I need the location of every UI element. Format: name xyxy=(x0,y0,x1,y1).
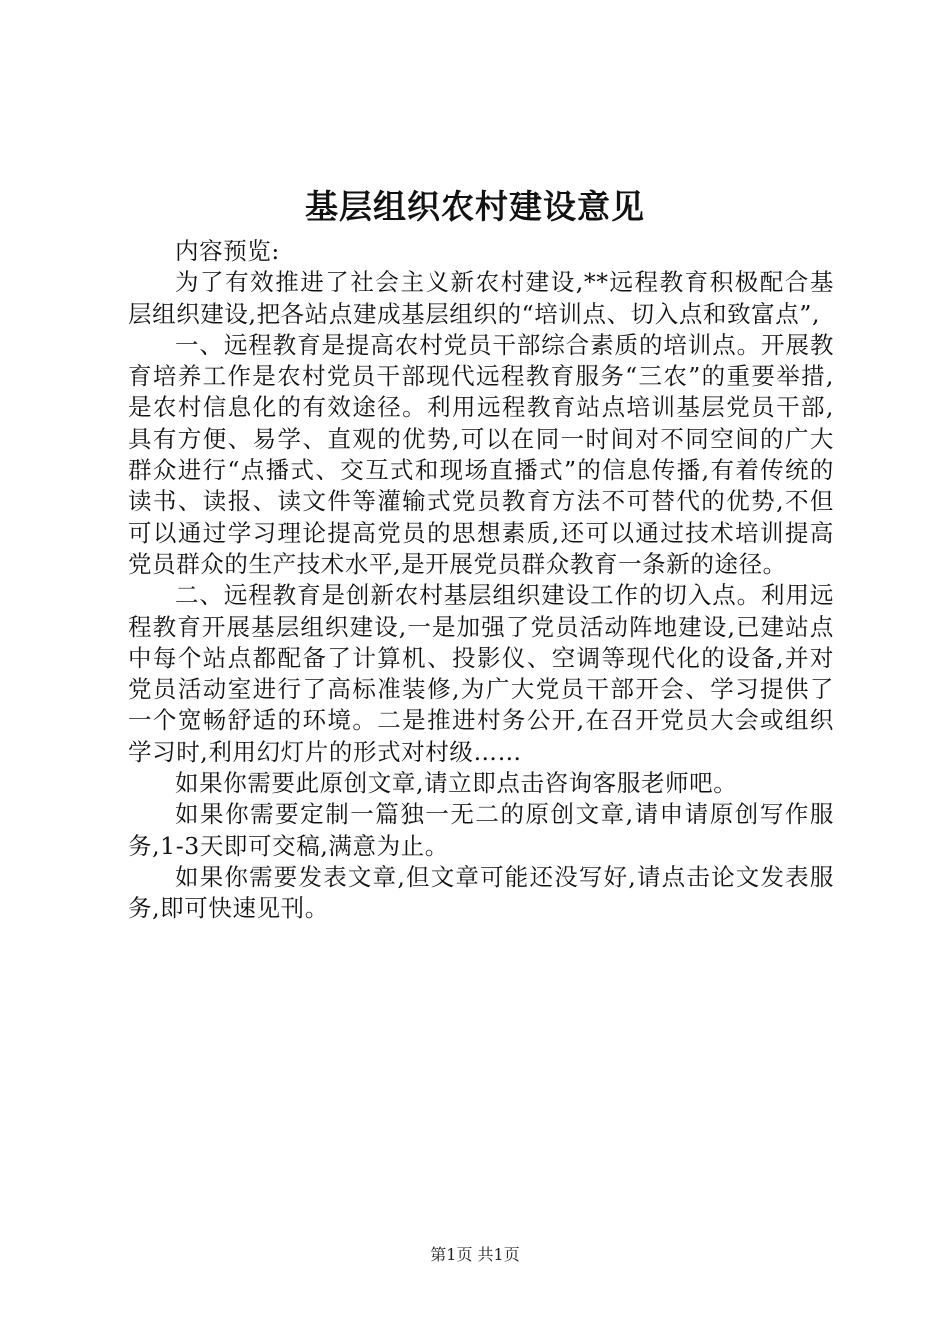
custom-writing-note: 如果你需要定制一篇独一无二的原创文章,请申请原创写作服务,1-3天即可交稿,满意为止。 xyxy=(128,800,834,860)
document-body xyxy=(128,236,834,925)
section-one-paragraph: 一、远程教育是提高农村党员干部综合素质的培训点。开展教育培养工作是农村党员干部现代远程教育服务“三农”的重要举措,是农村信息化的有效途径。利用远程教育站点培训基层党员干部,具有方便、易学、直观的优势,可以在同一时间对不同空间的广大群众进行“点播式、交互式和现场直播式”的信息传播,有着传统的读书、读报、读文件等灌输式党员教育方法不可替代的优势,不但可以通过学习理论提高党员的思想素质,还可以通过技术培训提高党员群众的生产技术水平,是开展党员群众教育一条新的途径。 xyxy=(128,330,834,578)
publication-service-note: 如果你需要发表文章,但文章可能还没写好,请点击论文发表服务,即可快速见刊。 xyxy=(128,862,834,923)
section-two-paragraph: 二、远程教育是创新农村基层组织建设工作的切入点。利用远程教育开展基层组织建设,一是加强了党员活动阵地建设,已建站点中每个站点都配备了计算机、投影仪、空调等现代化的设备,并对党员活动室进行了高标准装修,为广大党员干部开会、学习提供了一个宽畅舒适的环境。二是推进村务公开,在召开党员大会或组织学习时,利用幻灯片的形式对村级…… xyxy=(128,581,834,766)
intro-paragraph: 为了有效推进了社会主义新农村建设,**远程教育积极配合基层组织建设,把各站点建成基层组织的“培训点、切入点和致富点”, xyxy=(128,268,834,328)
document-title: 基层组织农村建设意见 xyxy=(305,187,645,226)
consult-service-note: 如果你需要此原创文章,请立即点击咨询客服老师吧。 xyxy=(175,769,738,798)
preview-label: 内容预览: xyxy=(175,237,280,265)
page-footer: 第1页 共1页 xyxy=(430,1245,520,1264)
